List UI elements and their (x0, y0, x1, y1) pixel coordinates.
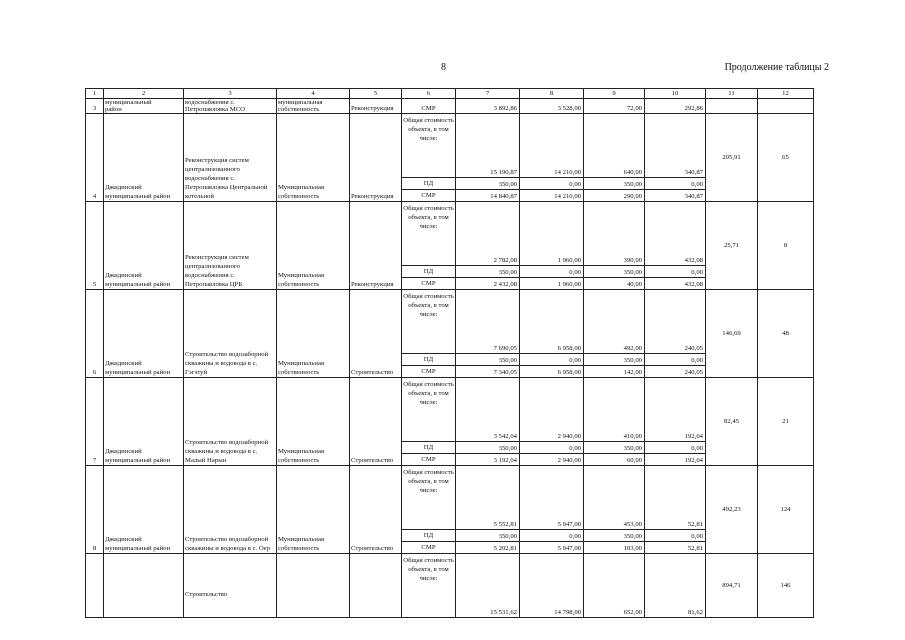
value-cell: 492,00 (584, 290, 645, 354)
work-type-cell: Строительство (350, 466, 402, 554)
cost-label-total: Общая стоимость объекта, в том числе: (402, 466, 456, 530)
value-cell: 3 528,00 (520, 99, 584, 114)
col12-value: 8 (758, 202, 814, 290)
value-cell: 350,00 (584, 178, 645, 190)
cost-label-smr: СМР (402, 99, 456, 114)
object-text: Петропавловка МСО (185, 106, 245, 113)
value-cell: 350,00 (456, 354, 520, 366)
header-cell: 10 (645, 89, 706, 99)
table-row-partial (86, 99, 814, 114)
district-cell: Джидинский муниципальный район (104, 378, 184, 466)
owner-cell: Муниципальная собственность (277, 466, 350, 554)
col12-value: 146 (758, 554, 814, 618)
header-cell: 1 (86, 89, 104, 99)
cost-label-smr: СМР (402, 542, 456, 554)
value-cell: 350,00 (584, 266, 645, 278)
value-cell: 2 940,00 (520, 378, 584, 442)
value-cell: 350,00 (584, 442, 645, 454)
empty-cell (706, 99, 758, 114)
object-cell: Реконструкция систем централизованного водоснабжения с. Петропавловка ЦРБ (184, 202, 277, 290)
value-cell: 14 798,00 (520, 554, 584, 618)
owner-cell: Муниципальная собственность (277, 290, 350, 378)
value-cell: 14 840,87 (456, 190, 520, 202)
cost-label-total: Общая стоимость объекта, в том числе: (402, 378, 456, 442)
value-cell: 192,04 (645, 454, 706, 466)
value-cell: 0,00 (520, 354, 584, 366)
cost-label-smr: СМР (402, 454, 456, 466)
table-row (86, 114, 814, 178)
col12-value: 21 (758, 378, 814, 466)
value-cell: 0,00 (645, 266, 706, 278)
row-number: 7 (86, 378, 104, 466)
cost-label-total: Общая стоимость объекта, в том числе: (402, 114, 456, 178)
work-type-cell: Строительство (350, 290, 402, 378)
value-cell: 390,00 (584, 202, 645, 266)
value-cell: 2 782,08 (456, 202, 520, 266)
cost-label-pd: ПД (402, 178, 456, 190)
value-cell: 350,00 (456, 530, 520, 542)
row-number: 4 (86, 114, 104, 202)
value-cell: 0,00 (645, 530, 706, 542)
header-cell: 7 (456, 89, 520, 99)
value-cell: 14 210,00 (520, 114, 584, 178)
object-cell: Реконструкция систем централизованного водоснабжения с. Петропавловка Центральной котельной (184, 114, 277, 202)
district-text: район (105, 106, 122, 113)
value-cell: 0,00 (645, 178, 706, 190)
value-cell: 52,81 (645, 542, 706, 554)
value-cell: 340,87 (645, 114, 706, 178)
col11-value: 25,71 (706, 202, 758, 290)
cost-label-pd: ПД (402, 530, 456, 542)
header-cell: 8 (520, 89, 584, 99)
value-cell: 5 202,81 (456, 542, 520, 554)
value-cell: 60,00 (584, 454, 645, 466)
value-cell: 15 190,87 (456, 114, 520, 178)
value-cell: 5 552,81 (456, 466, 520, 530)
table-continuation-label: Продолжение таблицы 2 (724, 62, 829, 73)
district-cell (104, 554, 184, 618)
work-type-cell: Реконструкция (350, 114, 402, 202)
value-cell: 350,00 (456, 266, 520, 278)
table-row (86, 466, 814, 530)
value-cell: 453,00 (584, 466, 645, 530)
value-cell: 0,00 (645, 442, 706, 454)
data-table-sheet (85, 88, 810, 616)
cost-label-total: Общая стоимость объекта, в том числе: (402, 202, 456, 266)
object-cut-text: водоснабжения с. (185, 99, 235, 106)
value-cell: 3 192,04 (456, 454, 520, 466)
work-type-cell: Реконструкция (350, 99, 402, 114)
owner-cell: Муниципальная собственность (277, 114, 350, 202)
value-cell: 432,08 (645, 278, 706, 290)
owner-cut-text: муниципальная (278, 99, 323, 106)
object-cell (184, 99, 277, 114)
value-cell: 1 960,00 (520, 202, 584, 266)
col11-value: 82,45 (706, 378, 758, 466)
value-cell: 5 047,00 (520, 542, 584, 554)
value-cell: 72,00 (584, 99, 645, 114)
owner-cell (277, 99, 350, 114)
value-cell: 410,00 (584, 378, 645, 442)
value-cell: 103,00 (584, 542, 645, 554)
col11-value: 894,71 (706, 554, 758, 618)
owner-cell: Муниципальная собственность (277, 202, 350, 290)
col11-value: 492,23 (706, 466, 758, 554)
object-cell: Строительство водозаборной скважины и водовода в с. Оер (184, 466, 277, 554)
value-cell: 240,05 (645, 366, 706, 378)
value-cell: 81,62 (645, 554, 706, 618)
table-row (86, 378, 814, 442)
header-cell: 11 (706, 89, 758, 99)
data-table (85, 88, 814, 618)
value-cell: 350,00 (584, 354, 645, 366)
value-cell: 640,00 (584, 114, 645, 178)
value-cell: 290,00 (584, 190, 645, 202)
value-cell: 0,00 (520, 530, 584, 542)
table-row (86, 290, 814, 354)
district-cell: Джидинский муниципальный район (104, 114, 184, 202)
value-cell: 0,00 (520, 442, 584, 454)
cost-label-pd: ПД (402, 266, 456, 278)
cost-label-pd: ПД (402, 442, 456, 454)
value-cell: 5 047,00 (520, 466, 584, 530)
col12-value: 65 (758, 114, 814, 202)
value-cell: 240,05 (645, 290, 706, 354)
value-cell: 432,08 (645, 202, 706, 266)
value-cell: 350,00 (584, 530, 645, 542)
object-cell: Строительство (184, 554, 277, 618)
value-cell: 3 892,86 (456, 99, 520, 114)
district-cell: Джидинский муниципальный район (104, 202, 184, 290)
value-cell: 2 432,08 (456, 278, 520, 290)
value-cell: 350,00 (456, 442, 520, 454)
value-cell: 14 210,00 (520, 190, 584, 202)
value-cell: 292,86 (645, 99, 706, 114)
header-cell: 3 (184, 89, 277, 99)
col12-value: 48 (758, 290, 814, 378)
value-cell: 6 958,00 (520, 366, 584, 378)
header-cell: 9 (584, 89, 645, 99)
col11-value: 205,91 (706, 114, 758, 202)
owner-cell: Муниципальная собственность (277, 378, 350, 466)
value-cell: 40,00 (584, 278, 645, 290)
value-cell: 350,00 (456, 178, 520, 190)
value-cell: 0,00 (520, 266, 584, 278)
row-number: 8 (86, 466, 104, 554)
page-number: 8 (441, 62, 446, 73)
header-cell: 4 (277, 89, 350, 99)
work-type-cell (350, 554, 402, 618)
value-cell: 15 531,62 (456, 554, 520, 618)
header-cell: 12 (758, 89, 814, 99)
col11-value: 146,69 (706, 290, 758, 378)
value-cell: 7 690,05 (456, 290, 520, 354)
header-cell: 6 (402, 89, 456, 99)
work-type-cell: Строительство (350, 378, 402, 466)
district-cell: Джидинский муниципальный район (104, 290, 184, 378)
cost-label-total: Общая стоимость объекта, в том числе: (402, 554, 456, 618)
col12-value: 124 (758, 466, 814, 554)
header-cell: 5 (350, 89, 402, 99)
table-row-cutoff (86, 554, 814, 618)
value-cell: 192,04 (645, 378, 706, 442)
value-cell: 0,00 (645, 354, 706, 366)
value-cell: 3 542,04 (456, 378, 520, 442)
cost-label-smr: СМР (402, 190, 456, 202)
row-number (86, 554, 104, 618)
column-number-header (86, 89, 814, 99)
owner-text: собственность (278, 106, 320, 113)
empty-cell (758, 99, 814, 114)
value-cell: 2 940,00 (520, 454, 584, 466)
cost-label-smr: СМР (402, 366, 456, 378)
header-cell: 2 (104, 89, 184, 99)
district-cell (104, 99, 184, 114)
value-cell: 6 958,00 (520, 290, 584, 354)
object-cell: Строительство водозаборной скважины и водовода в с. Малый Нарын (184, 378, 277, 466)
value-cell: 0,00 (520, 178, 584, 190)
cost-label-smr: СМР (402, 278, 456, 290)
district-cut-text: муниципальный (105, 99, 152, 106)
district-cell: Джидинский муниципальный район (104, 466, 184, 554)
table-row (86, 202, 814, 266)
row-number: 5 (86, 202, 104, 290)
object-cell: Строительство водозаборной скважины и водовода в с. Гэгэтуй (184, 290, 277, 378)
value-cell: 52,81 (645, 466, 706, 530)
value-cell: 142,00 (584, 366, 645, 378)
value-cell: 340,87 (645, 190, 706, 202)
value-cell: 1 960,00 (520, 278, 584, 290)
cost-label-pd: ПД (402, 354, 456, 366)
work-type-cell: Реконструкция (350, 202, 402, 290)
row-number: 3 (86, 99, 104, 114)
owner-cell (277, 554, 350, 618)
cost-label-total: Общая стоимость объекта, в том числе: (402, 290, 456, 354)
row-number: 6 (86, 290, 104, 378)
value-cell: 7 340,05 (456, 366, 520, 378)
value-cell: 652,00 (584, 554, 645, 618)
